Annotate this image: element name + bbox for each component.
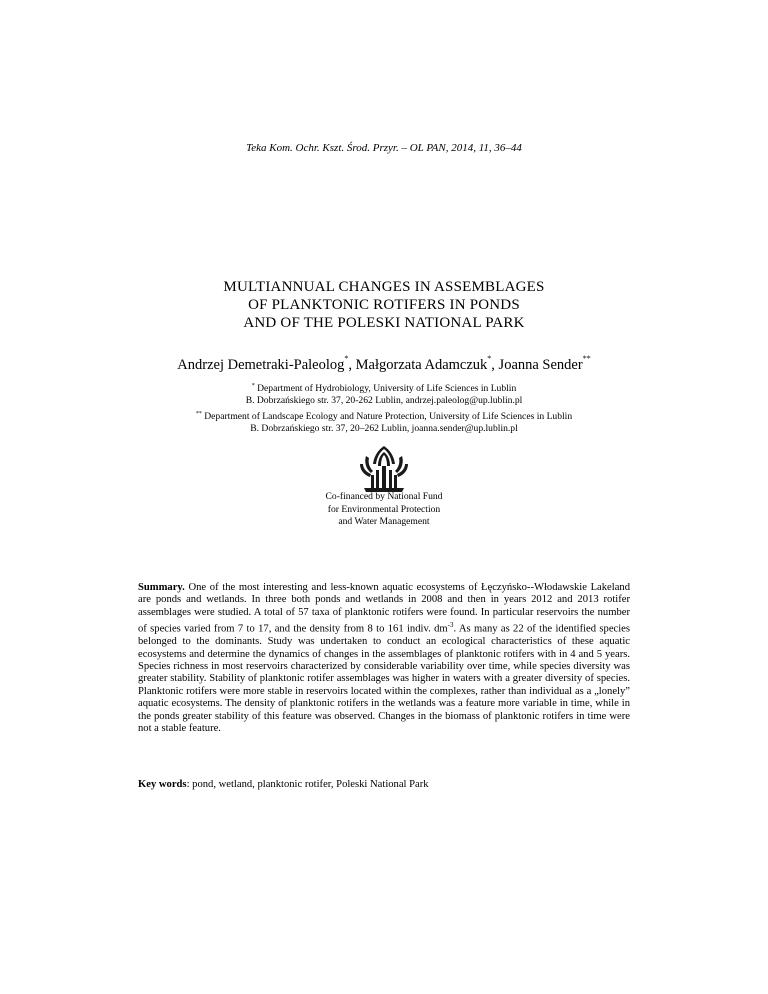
title-line-1: MULTIANNUAL CHANGES IN ASSEMBLAGES [223,279,545,295]
summary-abstract [138,582,630,735]
affiliation-2 [0,408,768,423]
journal-reference: Teka Kom. Ochr. Kszt. Środ. Przyr. – OL PAN, 2014, 11, 36–44 [246,142,522,154]
funding-line-1: Co-financed by National Fund [325,491,443,502]
summary-text-2: . As many as 22 of the identified species belonged to the dominants. Study was undertaken to conduct an ecological characteristics of these aquatic ecosystems and determine the dynamics of changes in the assemblages of planktonic rotifers with in 4 and 5 years. Species richness in most reservoirs characterized by considerable variability over time, while species diversity was greater stability. Stability of planktonic rotifer assemblages was higher in waters with a greater diversity of species. Planktonic rotifers were more stable in reservoirs located within the complexes, rather than individual as a „lonely” aquatic ecosystems. The density of planktonic rotifers in the wetlands was a feature more variable in time, while in the ponds greater stability of this feature was observed. Changes in the biomass of planktonic rotifers in time were not a stable feature. [138,623,630,734]
affiliation-1 [0,380,768,395]
keywords [138,779,630,791]
affiliation-2-address: B. Dobrzańskiego str. 37, 20–262 Lublin, joanna.sender@up.lublin.pl [250,422,518,434]
affiliation-1-address: B. Dobrzańskiego str. 37, 20-262 Lublin, andrzej.paleolog@up.lublin.pl [245,395,523,407]
affiliation-1-mark: * [251,383,255,389]
summary-text-1: One of the most interesting and less-known aquatic ecosystems of Łęczyńsko--Włodawskie Lakeland are ponds and wetlands. In three both ponds and wetlands in 2008 and then in years 2012 and 2013 rotifer assemblages were studied. A total of 57 taxa of planktonic rotifers were found. In particular reservoirs the number of species varied from 7 to 17, and the density from 8 to 161 indiv. dm [138,582,630,635]
keywords-label: Key words [138,779,187,790]
title-line-2: OF PLANKTONIC ROTIFERS IN PONDS [248,297,520,313]
summary-sup: -3 [447,621,454,630]
author-1-mark: * [344,354,349,363]
author-3: Joanna Sender [498,356,583,373]
author-2-mark: * [487,354,492,363]
author-list: Andrzej Demetraki-Paleolog*, Małgorzata Adamczuk*, Joanna Sender** [177,354,591,373]
keywords-text: : pond, wetland, planktonic rotifer, Poleski National Park [186,779,429,790]
nfosigw-logo-icon [356,442,412,498]
paper-title [0,278,768,332]
author-2: Małgorzata Adamczuk [355,356,488,373]
affiliation-2-mark: ** [195,410,202,417]
summary-label: Summary. [138,582,185,593]
funding-line-2: for Environmental Protection [327,503,441,515]
author-3-mark: ** [582,354,591,363]
author-1: Andrzej Demetraki-Paleolog [177,356,345,373]
funding-line-3: and Water Management [338,516,430,527]
funding-note [0,491,768,529]
affiliations [0,380,768,435]
title-line-3: AND OF THE POLESKI NATIONAL PARK [243,315,525,331]
affiliation-2-name: Department of Landscape Ecology and Nature Protection, University of Life Sciences in Lublin [204,410,573,422]
affiliation-1-name: Department of Hydrobiology, University of Life Sciences in Lublin [257,383,517,395]
